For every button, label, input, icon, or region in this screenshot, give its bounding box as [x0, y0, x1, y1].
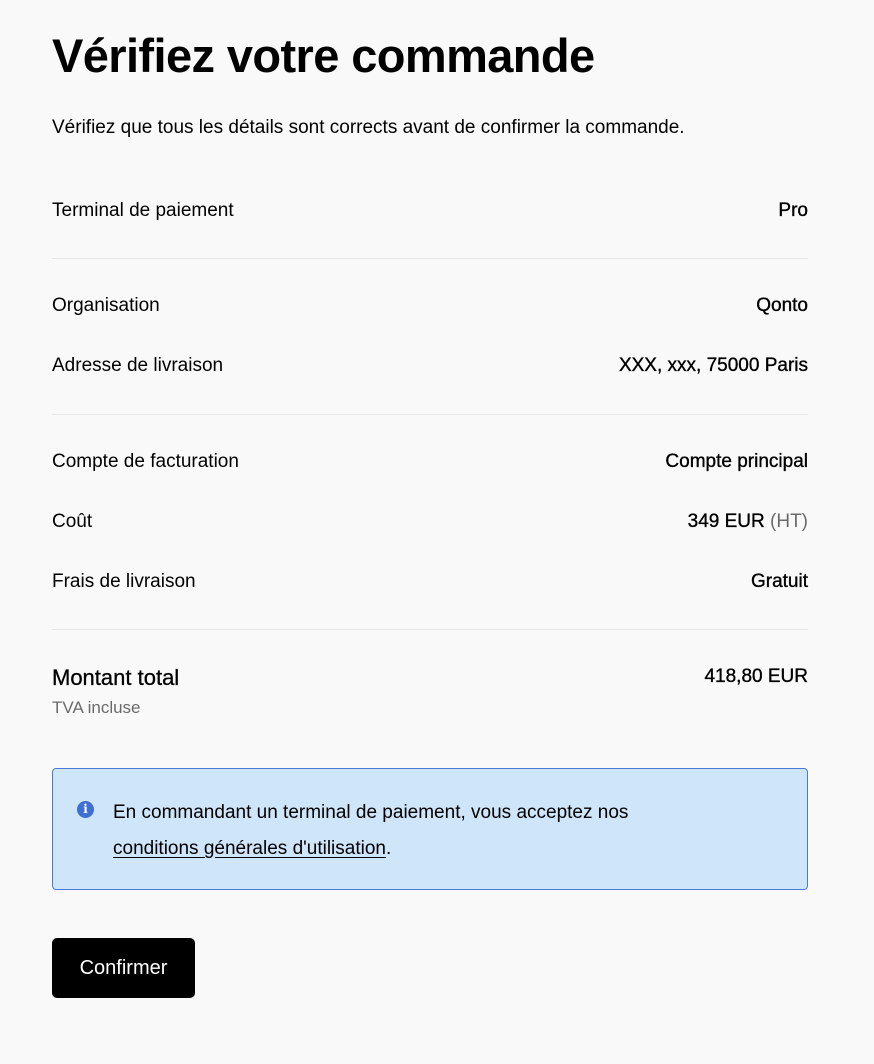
- terms-notice: [52, 768, 808, 890]
- shipping-value: Gratuit: [750, 571, 808, 592]
- total-vat-note: TVA incluse: [52, 698, 141, 717]
- divider: [52, 629, 808, 630]
- notice-text-before: En commandant un terminal de paiement, vous acceptez nos: [113, 802, 629, 823]
- billing-account-value: Compte principal: [665, 451, 808, 472]
- organisation-value: Qonto: [756, 295, 808, 316]
- cost-value-group: [688, 510, 808, 534]
- notice-text: [113, 795, 773, 867]
- divider: [52, 414, 808, 415]
- cost-value: 349 EUR: [687, 511, 765, 532]
- info-icon: i: [77, 801, 94, 818]
- address-label: Adresse de livraison: [52, 355, 224, 376]
- cost-label: Coût: [52, 511, 93, 532]
- terminal-label: Terminal de paiement: [52, 200, 234, 221]
- address-value: XXX, xxx, 75000 Paris: [618, 355, 808, 376]
- page-title: Vérifiez votre commande: [52, 29, 595, 82]
- cost-tax-suffix: (HT): [770, 511, 808, 532]
- total-value: 418,80 EUR: [704, 666, 808, 687]
- summary-row-organisation: [52, 294, 808, 318]
- notice-text-after: .: [385, 838, 392, 859]
- organisation-label: Organisation: [52, 295, 160, 316]
- summary-row-address: [52, 354, 808, 378]
- terms-link[interactable]: conditions générales d'utilisation: [113, 838, 386, 859]
- total-label: Montant total: [52, 665, 180, 690]
- summary-row-billing-account: [52, 450, 808, 474]
- summary-row-shipping: [52, 570, 808, 594]
- confirm-button[interactable]: Confirmer: [52, 938, 195, 998]
- shipping-label: Frais de livraison: [52, 571, 196, 592]
- summary-row-cost: [52, 510, 808, 534]
- page-subtitle: Vérifiez que tous les détails sont corrects avant de confirmer la commande.: [52, 117, 685, 138]
- divider: [52, 258, 808, 259]
- billing-account-label: Compte de facturation: [52, 451, 239, 472]
- summary-row-terminal: [52, 199, 808, 223]
- terminal-value: Pro: [778, 200, 808, 221]
